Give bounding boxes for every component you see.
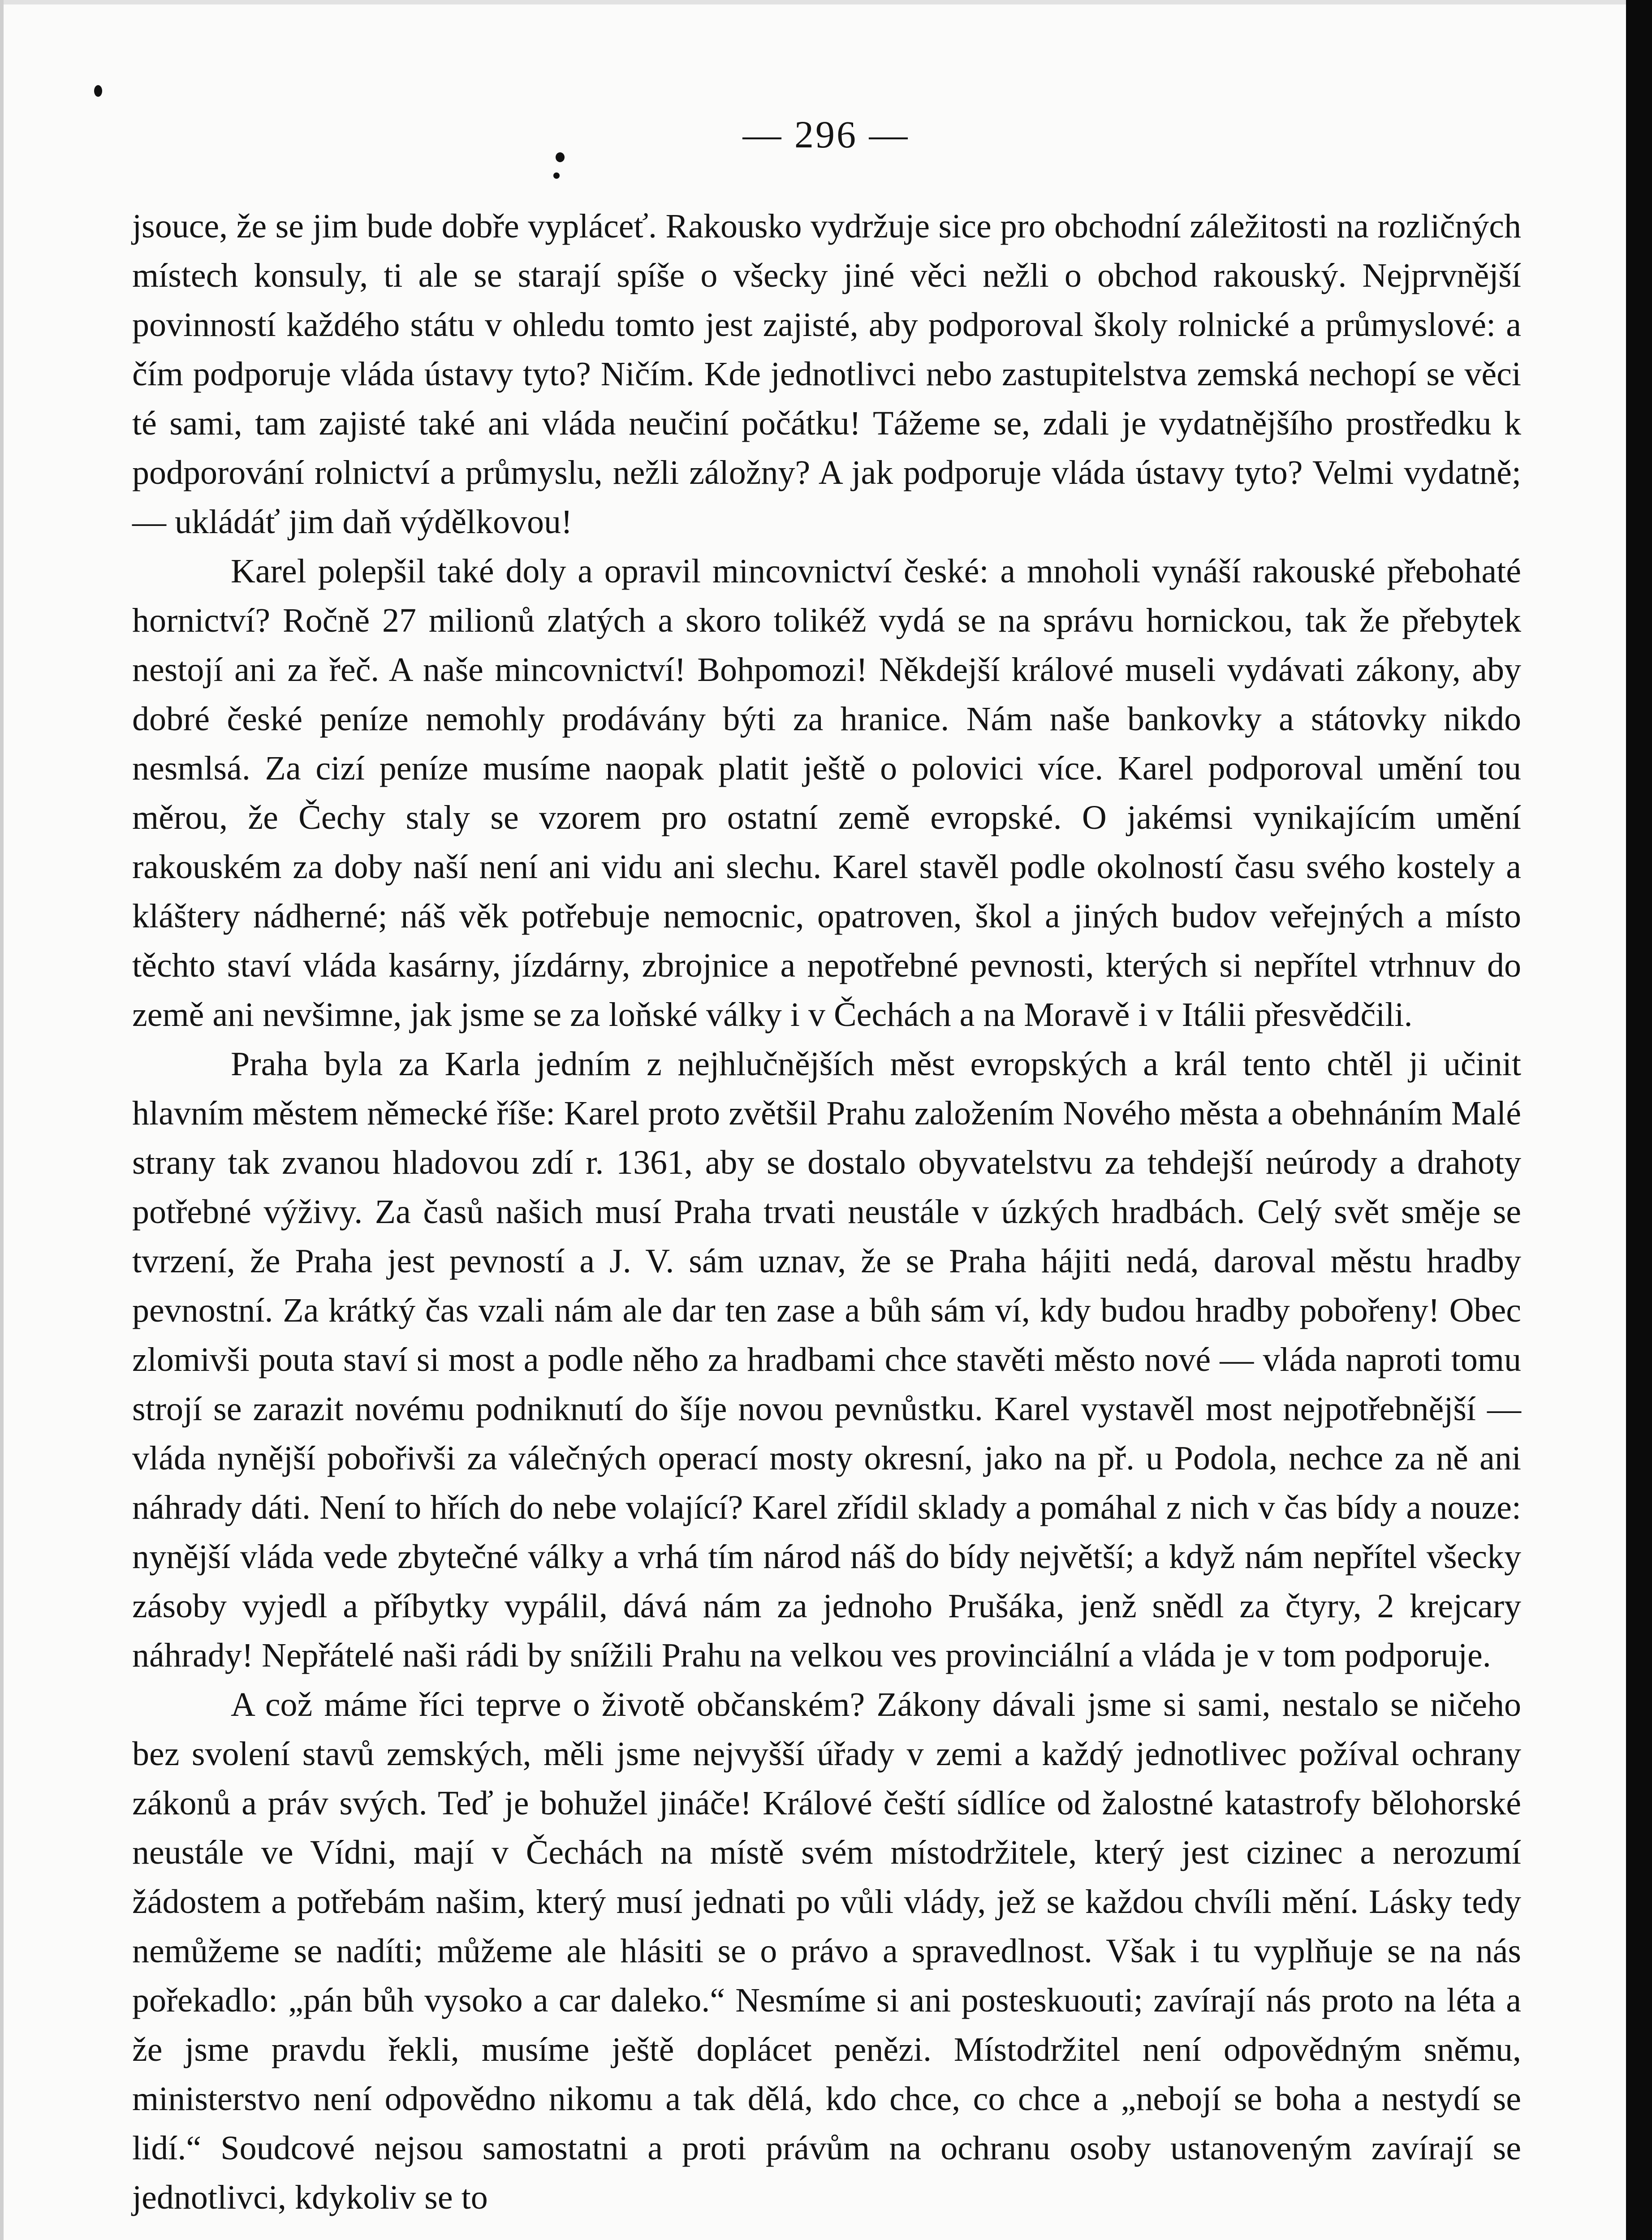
page-number: — 296 — [742,113,910,156]
paragraph-3: Praha byla za Karla jedním z nejhlučnějších měst evropských a král tento chtěl ji učinit hlavním městem německé říše: Karel proto zvětšil Prahu založením Nového města a obehnáním Malé strany tak zvanou hladovou zdí r. 1361, aby se dostalo obyvatelstvu za tehdejší neúrody a drahoty potřebné výživy. Za časů našich musí Praha trvati neustále v úzkých hradbách. Celý svět směje se tvrzení, že Praha jest pevností a J. V. sám uznav, že se Praha hájiti nedá, daroval městu hradby pevnostní. Za krátký čas vzali nám ale dar ten zase a bůh sám ví, kdy budou hradby pobořeny! Obec zlomivši pouta staví si most a podle něho za hradbami chce stavěti město nové — vláda naproti tomu strojí se zarazit novému podniknutí do šíje novou pevnůstku. Karel vystavěl most nejpotřebnější — vláda nynější pobořivši za válečných operací mosty okresní, jako na př. u Podola, nechce za ně ani náhrady dáti. Není to hřích do nebe volající? Karel zřídil sklady a pomáhal z nich v čas bídy a nouze: nynější vláda vede zbytečné války a vrhá tím národ náš do bídy největší; a když nám nepřítel všecky zásoby vyjedl a příbytky vypálil, dává nám za jednoho Prušáka, jenž snědl za čtyry, 2 krejcary náhrady! Nepřátelé naši rádi by snížili Prahu na velkou ves provinciální a vláda je v tom podporuje. [132,1045,1521,1674]
ink-speck [553,172,560,179]
scan-border-left [0,0,4,2240]
body-text [132,202,1521,2222]
paragraph-1: jsouce, že se jim bude dobře vypláceť. Rakousko vydržuje sice pro obchodní záležitosti na rozličných místech konsuly, ti ale se starají spíše o všecky jiné věci nežli o obchod rakouský. Nejprvnější povinností každého státu v ohledu tomto jest zajisté, aby podporoval školy rolnické a průmyslové: a čím podporuje vláda ústavy tyto? Ničím. Kde jednotlivci nebo zastupitelstva zemská nechopí se věci té sami, tam zajisté také ani vláda neučiní počátku! Tážeme se, zdali je vydatnějšího prostředku k podporování rolnictví a průmyslu, nežli záložny? A jak podporuje vláda ústavy tyto? Velmi vydatně; — ukládáť jim daň výdělkovou! [132,207,1521,541]
paragraph-4: A což máme říci teprve o životě občanském? Zákony dávali jsme si sami, nestalo se ničeho bez svolení stavů zemských, měli jsme nejvyšší úřady v zemi a každý jednotlivec požíval ochrany zákonů a práv svých. Teď je bohužel jináče! Králové čeští sídlíce od žalostné katastrofy bělohorské neustále ve Vídni, mají v Čechách na místě svém místodržitele, který jest cizinec a nerozumí žádostem a potřebám našim, který musí jednati po vůli vlády, jež se každou chvíli mění. Lásky tedy nemůžeme se nadíti; můžeme ale hlásiti se o právo a spravedlnost. Však i tu vyplňuje se na nás pořekadlo: „pán bůh vysoko a car daleko.“ Nesmíme si ani posteskuouti; zavírají nás proto na léta a že jsme pravdu řekli, musíme ještě doplácet penězi. Místodržitel není odpovědným sněmu, ministerstvo není odpovědno nikomu a tak dělá, kdo chce, co chce a „nebojí se boha a nestydí se lidí.“ Soudcové nejsou samostatni a proti právům na ochranu osoby ustanoveným zavírají se jednotlivci, kdykoliv se to [132,1686,1521,2216]
scan-border-right [1626,0,1652,2240]
paragraph-2: Karel polepšil také doly a opravil mincovnictví české: a mnoholi vynáší rakouské přebohaté hornictví? Ročně 27 milionů zlatých a skoro tolikéž vydá se na správu hornickou, tak že přebytek nestojí ani za řeč. A naše mincovnictví! Bohpomozi! Někdejší králové museli vydávati zákony, aby dobré české peníze nemohly prodávány býti za hranice. Nám naše bankovky a státovky nikdo nesmlsá. Za cizí peníze musíme naopak platit ještě o polovici více. Karel podporoval umění tou měrou, že Čechy staly se vzorem pro ostatní země evropské. O jakémsi vynikajícím umění rakouském za doby naší není ani vidu ani slechu. Karel stavěl podle okolností času svého kostely a kláštery nádherné; náš věk potřebuje nemocnic, opatroven, škol a jiných budov veřejných a místo těchto staví vláda kasárny, jízdárny, zbrojnice a nepotřebné pevnosti, kterých si nepřítel vtrhnuv do země ani nevšimne, jak jsme se za loňské války i v Čechách a na Moravě i v Itálii přesvědčili. [132,552,1521,1034]
ink-speck [94,85,102,97]
scan-border-top [0,0,1652,4]
